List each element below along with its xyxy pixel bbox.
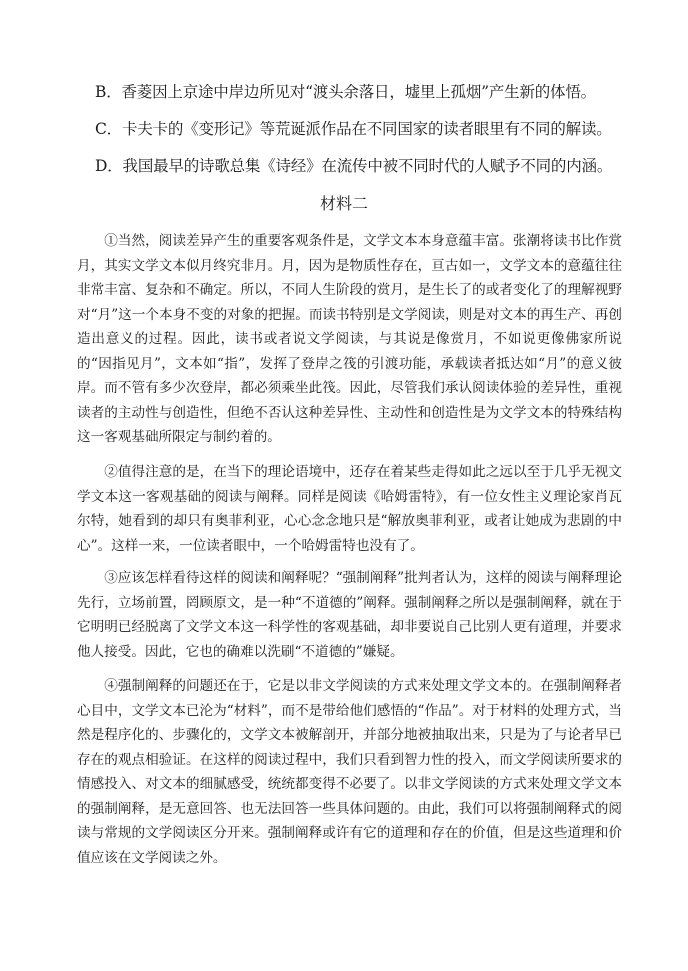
paragraph-1: ①当然，阅读差异产生的重要客观条件是，文学文本本身意蕴丰富。张潮将读书比作赏月，其实文学文本似月终究非月。月，因为是物质性存在，亘古如一，文学文本的意蕴往往非常丰富、复杂和不确定。所以，不同人生阶段的赏月，是生长了的或者变化了的理解视野对“月”这一个本身不变的对象的把握。而读书特别是文学阅读，则是对文本的再生产、再创造出意义的过程。因此，读书或者说文学阅读，与其说是像赏月，不如说更像佛家所说的“因指见月”，文本如“指”，发挥了登岸之筏的引渡功能，承载读者抵达如“月”的意义彼岸。而不管有多少次登岸，都必须乘坐此筏。因此，尽管我们承认阅读体验的差异性，重视读者的主动性与创造性，但绝不否认这种差异性、主动性和创造性是为文学文本的特殊结构这一客观基础所限定与制约着的。	[77, 233, 622, 445]
option-d: D．我国最早的诗歌总集《诗经》在流传中被不同时代的人赋予不同的内涵。	[95, 157, 613, 175]
paragraph-2: ②值得注意的是，在当下的理论语境中，还存在着某些走得如此之远以至于几乎无视文学文本这一客观基础的阅读与阐释。同样是阅读《哈姆雷特》，有一位女性主义理论家肖瓦尔特，她看到的却只有奥菲利亚，心心念念地只是“解放奥菲利亚，或者让她成为悲剧的中心”。这样一来，一位读者眼中，一个哈姆雷特也没有了。	[77, 464, 622, 554]
option-c: C．卡夫卡的《变形记》等荒诞派作品在不同国家的读者眼里有不同的解读。	[95, 120, 612, 138]
section-title: 材料二	[319, 194, 368, 213]
paragraph-3: ③应该怎样看待这样的阅读和阐释呢？“强制阐释”批判者认为，这样的阅读与阐释理论先行，立场前置，罔顾原文，是一种“不道德的”阐释。强制阐释之所以是强制阐释，就在于它明明已经脱离了文学文本这一科学性的客观基础，却非要说自己比别人更有道理，并要求他人接受。因此，它也的确难以洗刷“不道德的”嫌疑。	[77, 570, 622, 660]
paragraph-4: ④强制阐释的问题还在于，它是以非文学阅读的方式来处理文学文本的。在强制阐释者心目中，文学文本已沦为“材料”，而不是带给他们感悟的“作品”。对于材料的处理方式，当然是程序化的、步骤化的，文学文本被解剖开，并部分地被抽取出来，只是为了与论者早已存在的观点相验证。在这样的阅读过程中，我们只看到智力性的投入，而文学阅读所要求的情感投入、对文本的细腻感受，统统都变得不必要了。以非文学阅读的方式来处理文学文本的强制阐释，是无意回答、也无法回答一些具体问题的。由此，我们可以将强制阐释式的阅读与常规的文学阅读区分开来。强制阐释或许有它的道理和存在的价值，但是这些道理和价值应该在文学阅读之外。	[77, 678, 622, 866]
option-b: B．香菱因上京途中岸边所见对“渡头余落日，墟里上孤烟”产生新的体悟。	[95, 83, 596, 101]
